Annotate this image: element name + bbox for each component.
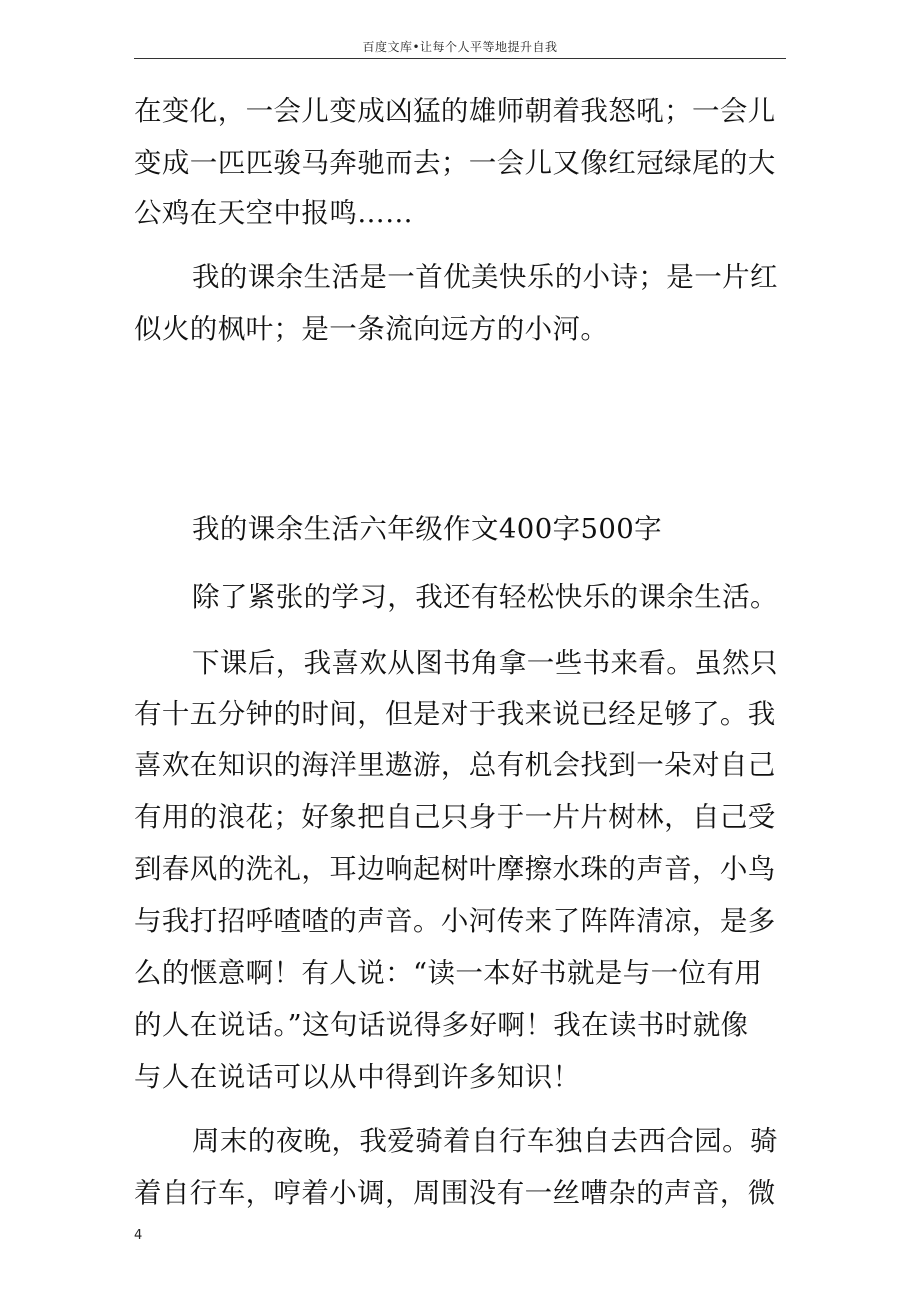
body-line: 着自行车，哼着小调，周围没有一丝嘈杂的声音，微 [134,1177,776,1209]
page-header [134,34,786,59]
body-line: 似火的枫叶；是一条流向远方的小河。 [134,313,609,345]
body-line: 的人在说话。”这句话说得多好啊！我在读书时就像 [134,1009,749,1041]
body-line: 除了紧张的学习，我还有轻松快乐的课余生活。 [192,581,778,613]
body-line: 公鸡在天空中报鸣…… [134,197,413,229]
body-line: 我的课余生活是一首优美快乐的小诗；是一片红 [192,261,778,293]
body-line: 有十五分钟的时间，但是对于我来说已经足够了。我 [134,698,776,730]
body-line: 与我打招呼喳喳的声音。小河传来了阵阵清凉，是多 [134,905,776,937]
body-line: 到春风的洗礼，耳边响起树叶摩擦水珠的声音，小鸟 [134,853,776,885]
body-line: 有用的浪花；好象把自己只身于一片片树林，自己受 [134,801,776,833]
body-line: 与人在说话可以从中得到许多知识！ [134,1061,581,1093]
article-title: 我的课余生活六年级作文400字500字 [192,513,663,545]
body-line: 周末的夜晚，我爱骑着自行车独自去西合园。骑 [192,1125,778,1157]
body-line: 喜欢在知识的海洋里遨游，总有机会找到一朵对自己 [134,749,776,781]
header-text: 百度文库•让每个人平等地提升自我 [362,40,558,54]
body-line: 下课后，我喜欢从图书角拿一些书来看。虽然只 [192,647,778,679]
body-line: 在变化，一会儿变成凶猛的雄师朝着我怒吼；一会儿 [134,95,776,127]
page-number: 4 [134,1228,143,1243]
body-line: 么的惬意啊！有人说：“读一本好书就是与一位有用 [134,957,763,989]
body-line: 变成一匹匹骏马奔驰而去；一会儿又像红冠绿尾的大 [134,147,776,179]
